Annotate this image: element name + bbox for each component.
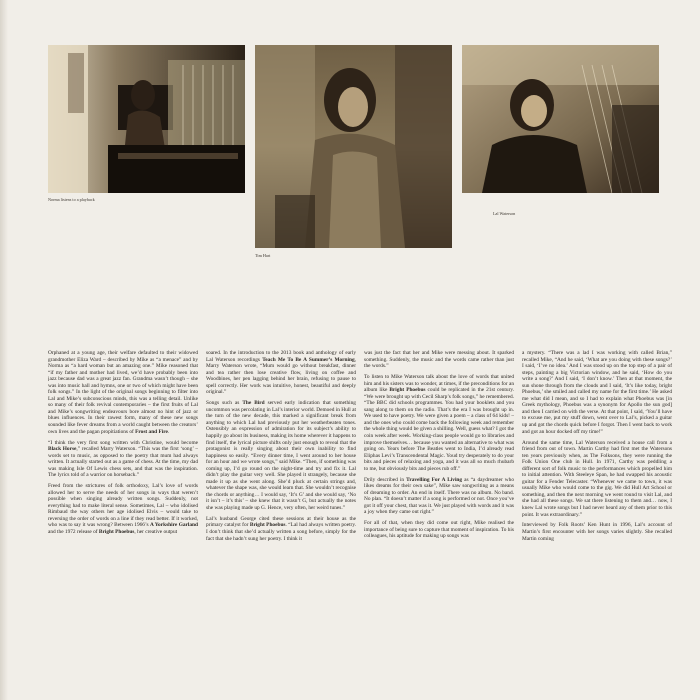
paragraph (206, 350, 356, 396)
text-run: and the 1972 release of (48, 529, 99, 535)
text-run: Around the same time, Lal Waterson received a house call from a friend from out of town. Martin Carthy had first met the Watersons ten years previously when, as The Folksons, they were running the Folk Union One club in Hull. In 1971, Carthy was peddling a different sort of folk music to the performances which propelled him to initial attention. With Steeleye Span, he had swapped his acoustic guitar for a Fender Telecaster. “Whenever we came to town, it was usually Mike who would come to the gig. We did Hull Art School or something, and then the next morning we went round to visit Lal, and she had all these songs. We sat there listening to them and… now, I knew Lal wrote songs but I had never heard any of them prior to this point. It was extraordinary.” (522, 439, 672, 518)
bold-title: A Yorkshire Garland (149, 522, 198, 529)
paragraph (48, 350, 198, 435)
bold-title: Teach Me To Be A Summer’s Morning (262, 356, 355, 363)
text-run: Drily described in (364, 476, 407, 483)
text-run: as “a daydreamer who likes dreams for their own sake”, Mike saw songwriting as a means of dreaming to order. An end in itself. There was no album. No band. No plan. “It doesn’t matter if a song is performed or not. Once you’ve got it off your chest, that was it. We just played with words and it was a joy when they came out right.” (364, 476, 514, 516)
paragraph (522, 440, 672, 519)
paragraph (364, 350, 514, 370)
text-run: . “Lal had always written poetry. I don’t think that she’d actually written a song before, simply for the fact that she hadn’t sung her poetry. I think it (206, 522, 356, 542)
text-run: For all of that, when they did come out right, Mike realised the importance of being sure to capture that moment of inspiration. To his colleagues, his aptitude for making up songs was (364, 520, 514, 540)
text-run: To listen to Mike Waterson talk about the love of words that united him and his sisters was to wonder, at times, if the preconditions for an album like (364, 374, 514, 394)
text-run: , her creative output (134, 529, 178, 535)
text-run: was just the fact that her and Mike were messing about. It sparked something. Suddenly, the music and the words came rather than just the words.” (364, 350, 514, 370)
text-run: Lal’s husband George cited these sessions at their house as the primary catalyst for (206, 515, 356, 529)
text-run: . (167, 428, 170, 435)
text-run: soared. In the introduction to the 2013 book and anthology of early Lal Waterson recordings (206, 350, 356, 363)
bold-title: Bright Phoebus (389, 387, 426, 394)
text-run: could be replicated in the 21st century. “We were brought up with Cecil Sharp’s folk songs,” he remembered. “The BBC did schools programmes. You had your booklets and you sang along to them on the radio. That’s the era I was brought up in. We used to have poetry. We were given a poem – a class of 64 kids! – and the ones who could come back the following week and remember the whole thing would be given a shilling. Well, guess what? I got the coin week after week. Working-class people would go to libraries and improve themselves… because you wanted an alternative to what was going on. Years before The Beatles went to India, I’d already read Eliphas Levi’s Transcendental Magic. Youd try desperately to do your bits and pieces of relaxing and yoga, and it was all so much rhubarb to me, but obviously bits and pieces rub off.” (364, 387, 514, 472)
text-column-4 (522, 350, 672, 692)
paragraph (48, 440, 198, 479)
bold-title: Travelling For A Living (406, 476, 463, 483)
photo-tim-hart (255, 45, 452, 248)
text-column-1 (48, 350, 198, 692)
bold-title: The Bird (242, 400, 265, 407)
text-column-2 (206, 350, 356, 692)
caption-photo-2: Tim Hart (255, 253, 271, 258)
caption-photo-3: Lal Waterson (493, 211, 516, 216)
text-run: a mystery. “There was a lad I was working with called Brian,” recalled Mike, “And he said, ‘What are you doing with these songs?’ I said, ‘I’ve no idea.’ And I was stood up on the top step of a pair of steps, painting a big Victorian window, and he said, ‘How do you write a song?’ And I said, ‘I don’t know.’ Then at that moment, the sun shone through from the clouds and I said, ‘It’s like today, bright Phoebus,’ she smiled and called my name for the first time.’ He asked me what did I mean, and so I had to explain what Phoebus was [in Greek mythology, Phoebus was a synonym for Apollo the sun god] and then I carried on with the verse. At that point, I said, ‘You’ll have to excuse me, put my stuff down, went over to Lal’s, picked a guitar up and got the chords quick before I forgot. Then I went back to work and got an hour docked off my time!” (522, 350, 672, 435)
paragraph (522, 522, 672, 542)
text-run: served early indication that something uncommon was percolating in Lal’s interior world. Demoed in Hull at the turn of the new decade, this marked a significant break from anything to which Lal had previously put her weatherbeaten tones. Ostensibly an expression of admiration for its subject’s ability to happily go about its business, making its home wherever it happens to find itself, the lyrical picture shifts only just enough to reveal that the protagonist is really singing about their own inability to find happiness so easily. “Every dinner time, I went around to her house for an hour and we wrote songs,” said Mike. “Then, if something was coming up, I’d go round on the night-time and try and fix it. Lal didn’t play the guitar very well. She played it strangely, because she made it up as she went along. She’d pluck at certain strings and, whatever the shape was, she would learn that. She wouldn’t recognise the chords or anything… I would say, ‘It’s G’ and she would say, ‘No it isn’t – it’s this’ – she knew that it wasn’t G, but actually the notes she was playing made up G. Hence, very often, her weird tunes.” (206, 400, 356, 511)
paragraph (206, 400, 356, 511)
text-run: ,” recalled Marry Waterson. “This was the first ‘song’ – words set to music, as opposed to the poetry that mum had always written. It actually started out as a game of chess. At the time, my dad was making Isle Of Lewis chess sets, and that was the inspiration. The lyrics told of a warrior on horseback.” (48, 446, 198, 479)
page-gutter-shadow (0, 0, 8, 700)
text-run: , Marry Waterson wrote, “Mum would go without breakfast, dinner and tea rather then lose creative flow, living on coffee and Woodbines, her pen lagging behind her brain, refusing to pause to spell correctly. Her work was intuitive, honest, beautiful and deeply original.” (206, 356, 356, 396)
text-run: “I think the very first song written with Christine, would become (48, 439, 198, 446)
paragraph (364, 520, 514, 540)
paragraph (364, 477, 514, 516)
photo-norma-playback (48, 45, 245, 193)
bold-title: Frost and Fire (135, 428, 168, 435)
text-column-3 (364, 350, 514, 692)
text-run: Freed from the strictures of folk orthodoxy, Lal’s love of words allowed her to serve the needs of her songs in ways that weren’t possible when singing already written songs. Suddenly, not everything had to make literal sense. Sometimes, Lal – who idolised Rimbaud the way others her age idolised Elvis – would take to reversing the order of words on a line if they read better. If it worked, who was to say it was wrong? Between 1966’s (48, 483, 198, 529)
paragraph (206, 516, 356, 542)
bold-title: Bright Phoebus (98, 529, 135, 535)
paragraph (522, 350, 672, 435)
paragraph (48, 483, 198, 535)
bold-title: Black Horse (48, 446, 77, 453)
text-run: Orphaned at a young age, their welfare defaulted to their widowed grandmother Eliza Ward – described by Mike as “a menace” and by Norma as “a hard woman but an amazing one.” Mike reasoned that “if my father and mother had lived, we’d have probably been into jazz because dad was a great jazz fan. Grandma wasn’t though – she was into music hall and hymns, one or two of which might have been folk songs.” In the light of the original songs beginning to filter into Lal and Mike’s subconscious minds, this was a telling detail. Unlike so many of their folk revival contemporaries – the first fruits of Lal and Mike’s songwriting endeavours bore almost no hint of jazz or blues influences. In their rawest form, many of these new songs sounded like fever dreams from a world caught between the creators’ own lives and the pagan propitiations of (48, 350, 198, 435)
text-run: Interviewed by Folk Roots’ Ken Hunt in 1996, Lal’s account of Martin’s first encounter with her songs varies slightly. She recalled Martin coming (522, 522, 672, 542)
caption-photo-1: Norma listens to a playback (48, 197, 95, 202)
text-run: Songs such as (206, 400, 243, 407)
photo-lal-waterson (462, 45, 659, 193)
bold-title: Bright Phoebus (249, 522, 286, 529)
paragraph (364, 374, 514, 472)
